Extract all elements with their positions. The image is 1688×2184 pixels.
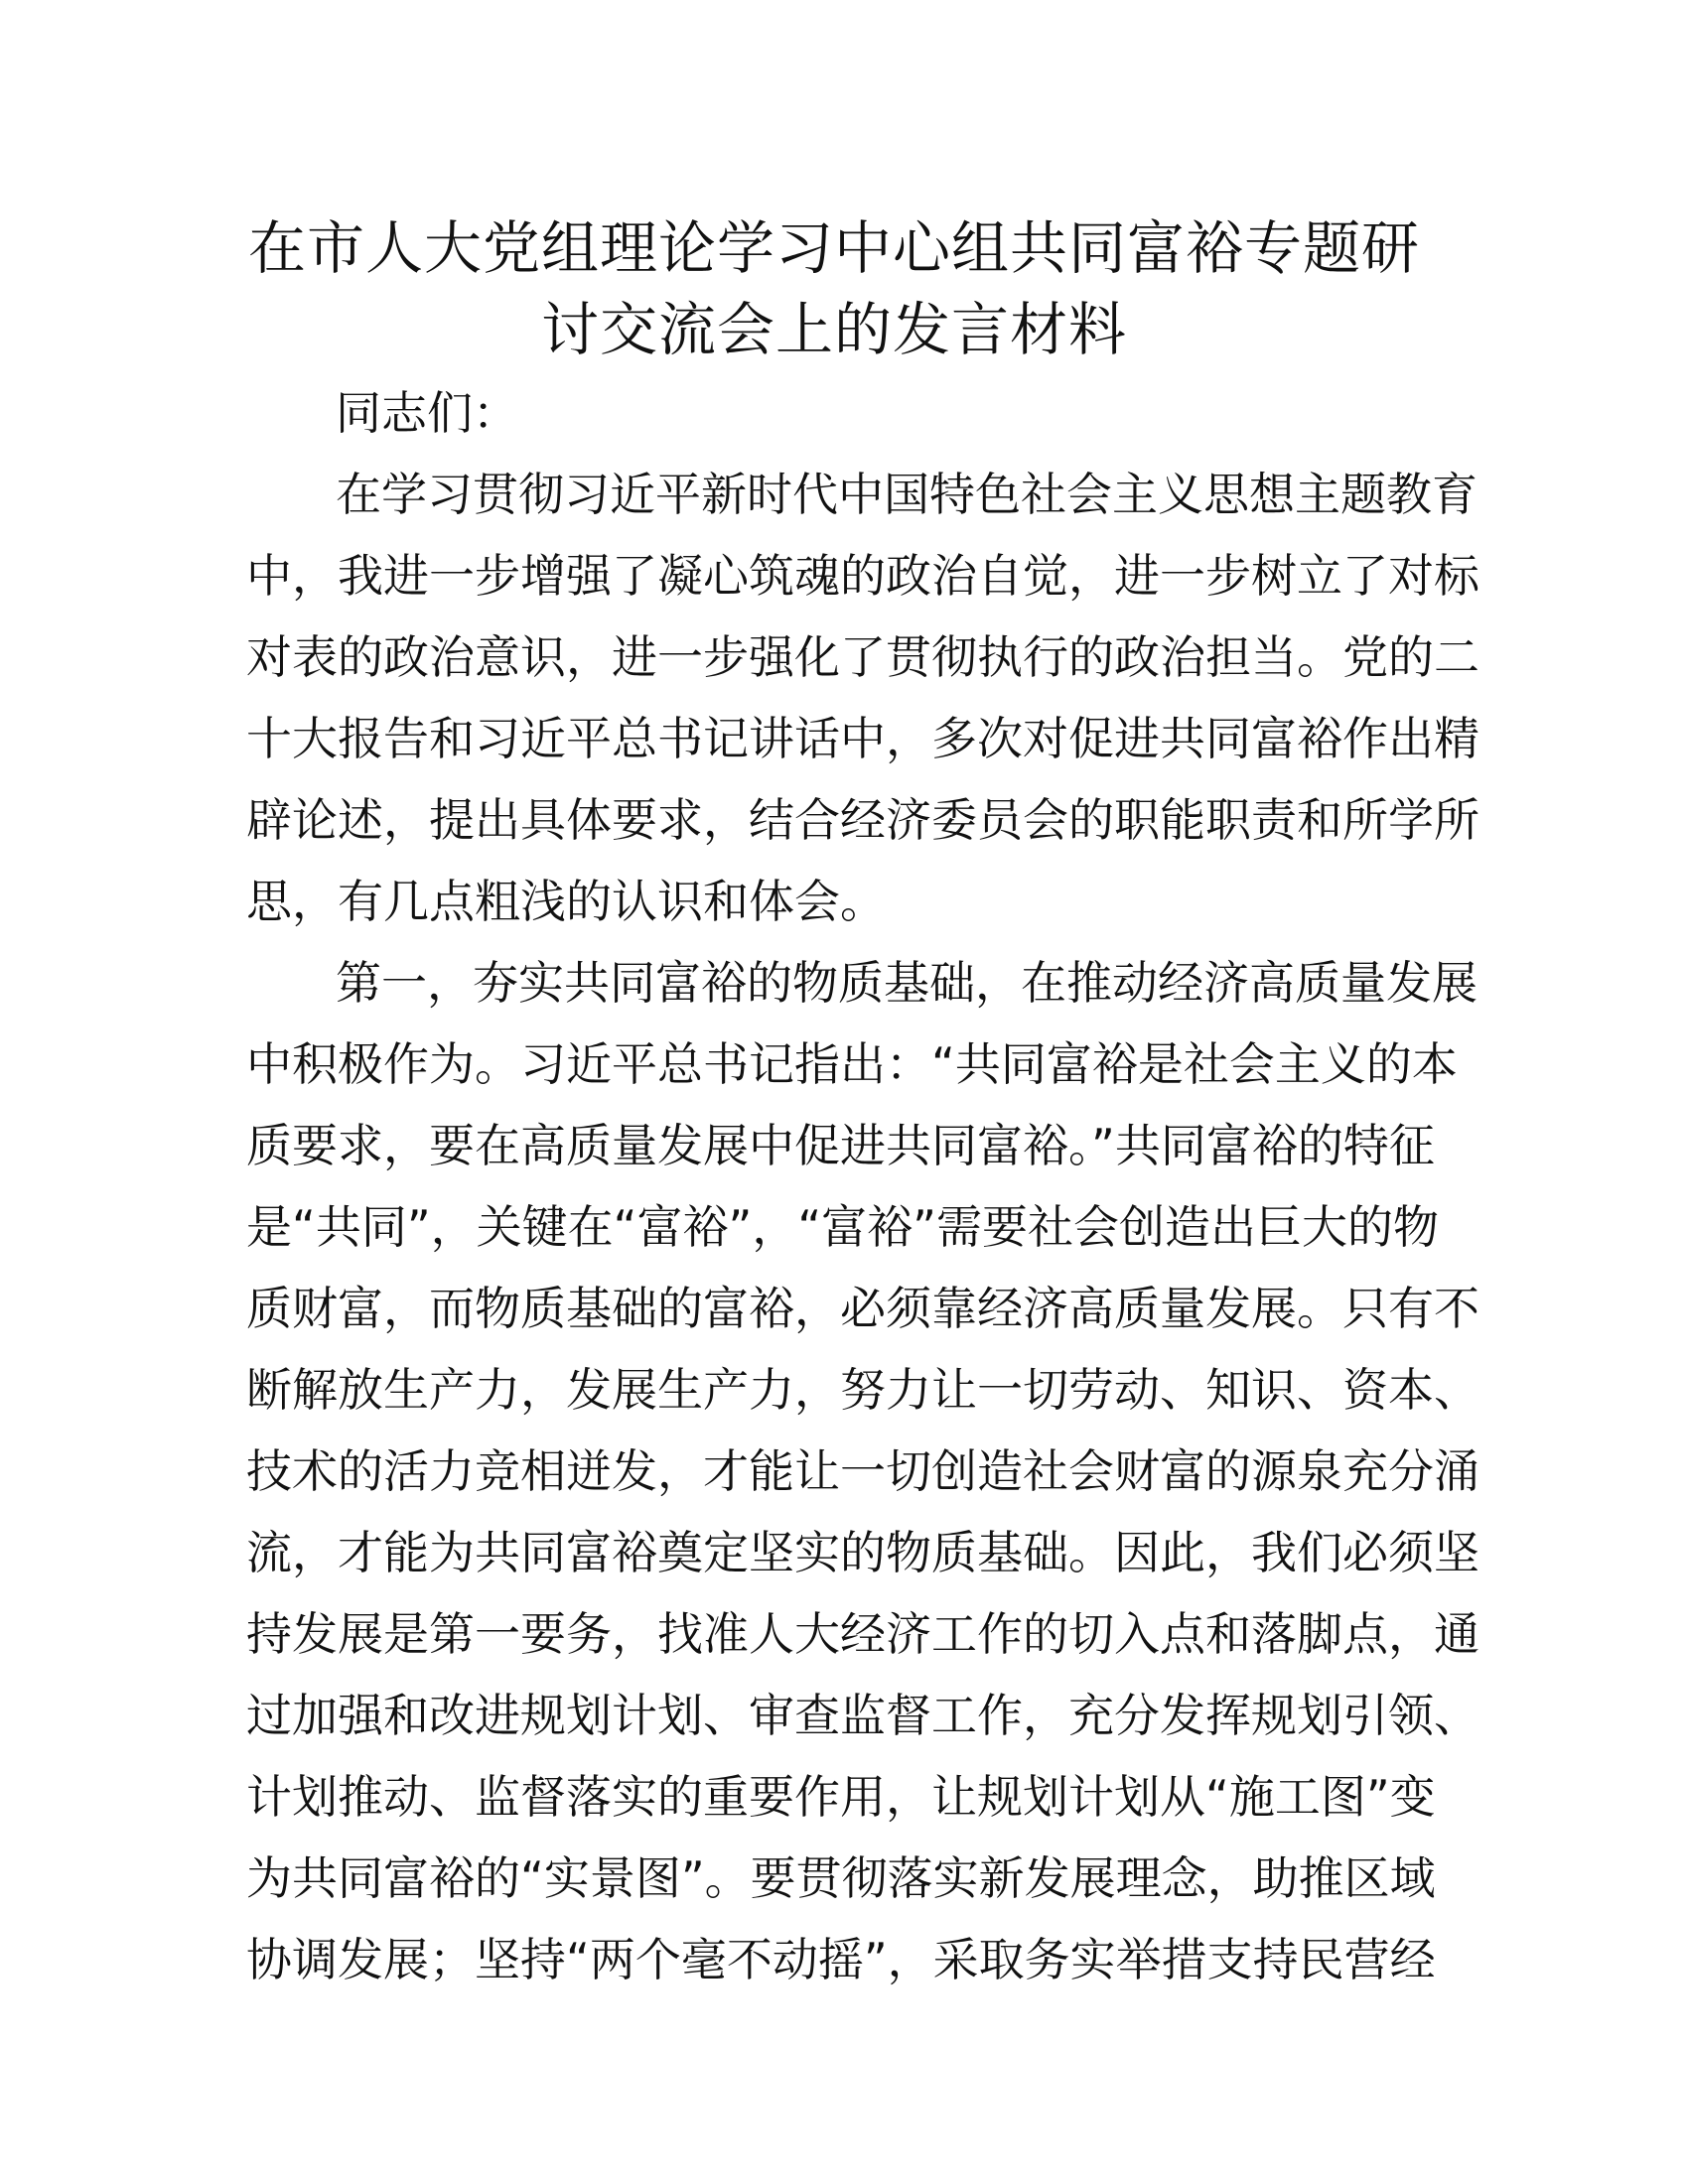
paragraph-line: 第一，夯实共同富裕的物质基础，在推动经济高质量发展 xyxy=(336,956,1477,1010)
paragraph-line: 是“共同”，关键在“富裕”，“富裕”需要社会创造出巨大的物 xyxy=(246,1200,1439,1254)
paragraph-line: 为共同富裕的“实景图”。要贯彻落实新发展理念，助推区域 xyxy=(246,1851,1436,1905)
document-body xyxy=(246,372,1479,2000)
paragraph-1 xyxy=(246,454,1479,942)
paragraph-line: 质要求，要在高质量发展中促进共同富裕。”共同富裕的特征 xyxy=(246,1119,1435,1172)
paragraph-line: 中积极作为。习近平总书记指出：“共同富裕是社会主义的本 xyxy=(246,1037,1458,1091)
paragraph-line: 持发展是第一要务，找准人大经济工作的切入点和落脚点，通 xyxy=(246,1607,1479,1661)
paragraph-line: 协调发展；坚持“两个毫不动摇”，采取务实举措支持民营经 xyxy=(246,1933,1436,1986)
paragraph-line: 断解放生产力，发展生产力，努力让一切劳动、知识、资本、 xyxy=(246,1363,1479,1417)
paragraph-2 xyxy=(246,942,1479,2000)
paragraph-line: 中，我进一步增强了凝心筑魂的政治自觉，进一步树立了对标 xyxy=(246,549,1479,603)
paragraph-line: 十大报告和习近平总书记讲话中，多次对促进共同富裕作出精 xyxy=(246,712,1479,765)
document-title-line-1: 在市人大党组理论学习中心组共同富裕专题研 xyxy=(247,214,1420,282)
paragraph-line: 思，有几点粗浅的认识和体会。 xyxy=(246,875,886,928)
paragraph-line: 技术的活力竞相迸发，才能让一切创造社会财富的源泉充分涌 xyxy=(246,1444,1479,1498)
paragraph-line: 在学习贯彻习近平新时代中国特色社会主义思想主题教育 xyxy=(336,468,1477,521)
paragraph-line: 过加强和改进规划计划、审查监督工作，充分发挥规划引领、 xyxy=(246,1689,1479,1742)
paragraph-line: 流，才能为共同富裕奠定坚实的物质基础。因此，我们必须坚 xyxy=(246,1526,1479,1579)
paragraph-line: 计划推动、监督落实的重要作用，让规划计划从“施工图”变 xyxy=(246,1770,1436,1824)
paragraph-line: 辟论述，提出具体要求，结合经济委员会的职能职责和所学所 xyxy=(246,793,1479,847)
paragraph-line: 质财富，而物质基础的富裕，必须靠经济高质量发展。只有不 xyxy=(246,1282,1479,1335)
paragraph-line: 对表的政治意识，进一步强化了贯彻执行的政治担当。党的二 xyxy=(246,630,1479,684)
salutation: 同志们： xyxy=(336,386,518,440)
document-title-line-2: 讨交流会上的发言材料 xyxy=(540,296,1127,363)
